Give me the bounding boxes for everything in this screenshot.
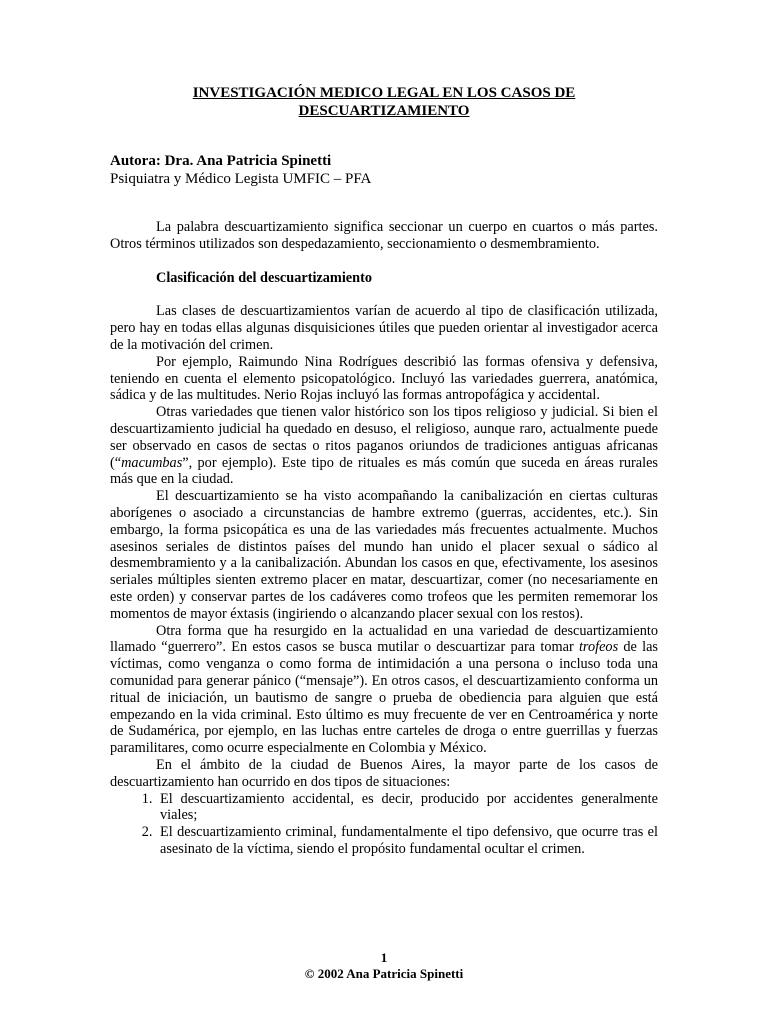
section-heading: Clasificación del descuartizamiento xyxy=(156,269,373,286)
list-item: 2. El descuartizamiento criminal, fundamentalmente el tipo defensivo, que ocurre tras el asesinato de la víctima, siendo el propósito fundamental ocultar el crimen. xyxy=(156,824,658,858)
intro-paragraph: La palabra descuartizamiento significa seccionar un cuerpo en cuartos o más partes. Otros términos utilizados son despedazamiento, seccionamiento o desmembramiento. xyxy=(110,219,658,252)
paragraph-5-text-b: de las víctimas, como venganza o como forma de intimidación a una persona o incluso toda una comunidad para generar pánico (“mensaje”). En otros casos, el descuartizamiento conforma un ritual de iniciación, un bautismo de sangre o prueba de obediencia para alguien que está empezando en la vida criminal. Esto último es muy frecuente de ver en Centroamérica y norte de Sudamérica, por ejemplo, en las luchas entre carteles de droga o entre guerrillas y fuerzas paramilitares, como ocurre especialmente en Colombia y México. xyxy=(110,639,658,757)
paragraph-5 xyxy=(110,623,658,757)
list-item: 1. El descuartizamiento accidental, es decir, producido por accidentes generalmente viales; xyxy=(156,791,658,825)
paragraph-5-text-a: Otra forma que ha resurgido en la actualidad en una variedad de descuartizamiento llamado “guerrero”. En estos casos se busca mutilar o descuartizar para tomar xyxy=(110,622,658,656)
title-line-1: INVESTIGACIÓN MEDICO LEGAL EN LOS CASOS DE xyxy=(192,85,576,101)
situations-list xyxy=(110,791,658,858)
paragraph-1: Las clases de descuartizamientos varían de acuerdo al tipo de clasificación utilizada, pero hay en todas ellas algunas disquisiciones útiles que pueden orientar al investigador acerca de la motivación del crimen. xyxy=(110,303,658,353)
copyright-notice: © 2002 Ana Patricia Spinetti xyxy=(304,966,464,981)
paragraph-3-text-a: Otras variedades que tienen valor histórico son los tipos religioso y judicial. Si bien el descuartizamiento judicial ha quedado en desuso, el religioso, aunque raro, actualmente puede ser observado en casos de sectas o ritos paganos oriundos de tradiciones antiguas africanas (“ xyxy=(110,404,658,471)
author-block xyxy=(110,152,658,188)
paragraph-3-italic: macumbas xyxy=(121,454,183,471)
paragraph-3 xyxy=(110,404,658,488)
page-footer xyxy=(0,950,768,982)
page-number: 1 xyxy=(380,950,388,965)
paragraph-5-italic: trofeos xyxy=(578,639,619,656)
document-body xyxy=(110,219,658,858)
title-line-2: DESCUARTIZAMIENTO xyxy=(298,103,470,119)
paragraph-6: En el ámbito de la ciudad de Buenos Aires, la mayor parte de los casos de descuartizamiento han ocurrido en dos tipos de situaciones: xyxy=(110,756,658,790)
author-name: Autora: Dra. Ana Patricia Spinetti xyxy=(110,153,332,169)
paragraph-3-text-b: ”, por ejemplo). Este tipo de rituales es más común que suceda en áreas rurales más que en la ciudad. xyxy=(110,454,658,488)
paragraph-2: Por ejemplo, Raimundo Nina Rodrígues describió las formas ofensiva y defensiva, teniendo en cuenta el elemento psicopatológico. Incluyó las variedades guerrera, anatómica, sádica y de las multitudes. Nerio Rojas incluyó las formas antropofágica y accidental. xyxy=(110,353,658,404)
document-title xyxy=(110,84,658,120)
author-role: Psiquiatra y Médico Legista UMFIC – PFA xyxy=(110,171,372,187)
paragraph-4: El descuartizamiento se ha visto acompañando la canibalización en ciertas culturas aborígenes o asociado a circunstancias de hambre extremo (guerras, accidentes, etc.). Sin embargo, la forma psicopática es una de las variedades más frecuentes actualmente. Muchos asesinos seriales de distintos países del mundo han unido el placer sexual o sádico al desmembramiento y a la canibalización. Abundan los casos en que, efectivamente, los asesinos seriales múltiples sienten extremo placer en matar, descuartizar, comer (no necesariamente en este orden) y conservar partes de los cadáveres como trofeos que les permiten rememorar los momentos de mayor éxtasis (ingiriendo o alcanzando placer sexual con los restos). xyxy=(110,488,658,622)
